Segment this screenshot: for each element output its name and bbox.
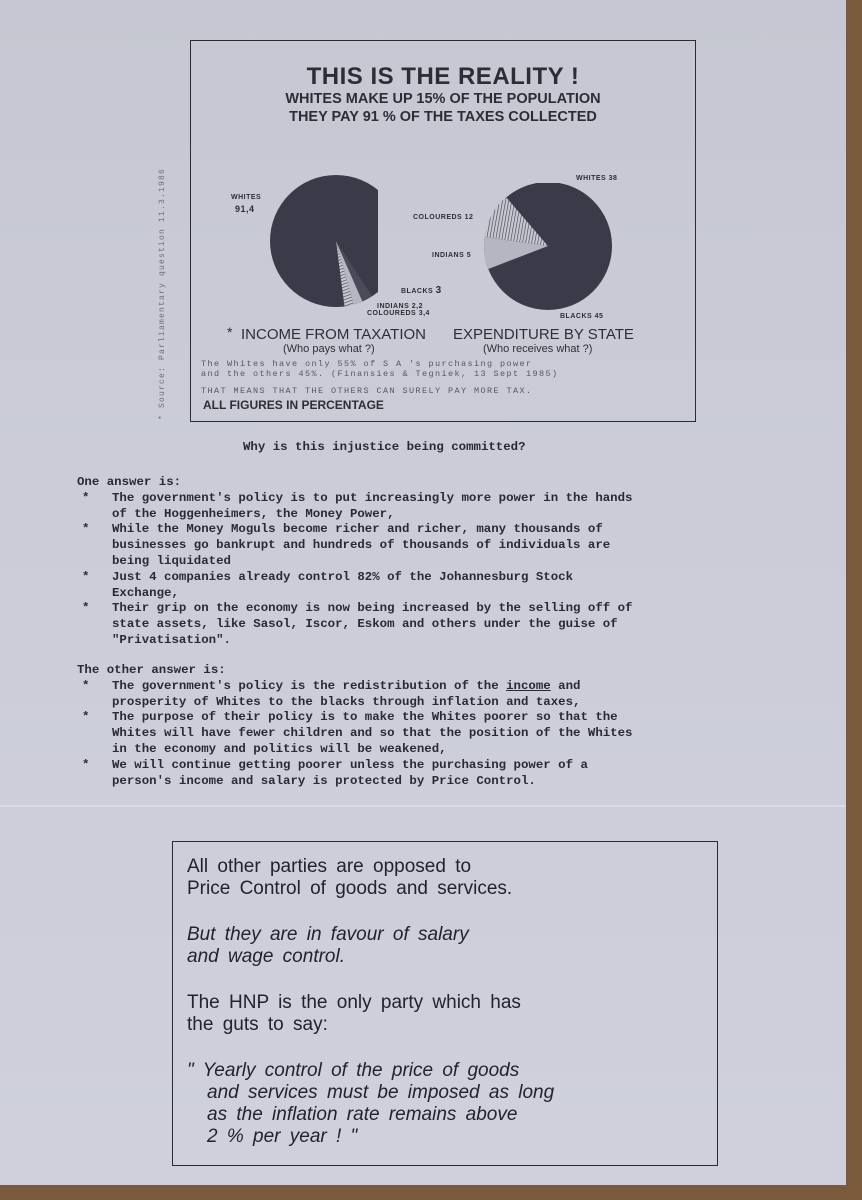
exp-whites-label: WHITES 38 — [576, 175, 618, 182]
salary-control-line-1: But they are in favour of salary — [187, 924, 469, 945]
tax-coloureds-label: COLOUREDS 3,4 — [367, 310, 430, 317]
infobox-subtitle-1: WHITES MAKE UP 15% OF THE POPULATION — [285, 91, 601, 107]
tax-subcaption: (Who pays what ?) — [283, 343, 375, 355]
purchasing-power-note-1: The Whites have only 55% of S A 's purchasing power — [201, 359, 533, 369]
source-note-vertical: * Source: Parliamentary question 11.3.1986 — [158, 167, 167, 420]
tax-caption: INCOME FROM TAXATION — [241, 326, 427, 343]
underlined-income: income — [506, 678, 551, 693]
list-item: * Their grip on the economy is now being increased by the selling off of state assets, like Sasol, Iscor, Eskom and others under the guise of "Privatisation". — [82, 601, 633, 647]
quote-line-4: 2 % per year ! " — [207, 1126, 358, 1147]
all-figures-note: ALL FIGURES IN PERCENTAGE — [203, 398, 384, 412]
exp-coloureds-label: COLOUREDS 12 — [413, 214, 474, 221]
list-item: * The purpose of their policy is to make the Whites poorer so that the Whites will have fewer children and so that the position of the Whites in the economy and politics will be weakened, — [82, 710, 633, 756]
quote-line-2: and services must be imposed as long — [207, 1082, 555, 1103]
bullet-asterisk: * — [82, 522, 90, 537]
exp-indians-label: INDIANS 5 — [432, 252, 472, 259]
state-expenditure-pie-chart — [481, 183, 616, 313]
hnp-line-2: the guts to say: — [187, 1014, 328, 1035]
parties-opposed-line-1: All other parties are opposed to — [187, 856, 472, 877]
quote-line-3: as the inflation rate remains above — [207, 1104, 518, 1125]
list-item: * We will continue getting poorer unless the purchasing power of a person's income and salary is protected by Price Control. — [82, 757, 588, 788]
parties-opposed-line-2: Price Control of goods and services. — [187, 878, 513, 899]
infobox-subtitle-2: THEY PAY 91 % OF THE TAXES COLLECTED — [289, 109, 597, 125]
one-answer-section — [77, 475, 797, 649]
tax-blacks-label: BLACKS 3 — [401, 285, 442, 296]
expenditure-caption: EXPENDITURE BY STATE — [453, 326, 634, 343]
purchasing-power-note-2: and the others 45%. (Finansies & Tegniek, 13 Sept 1985) — [201, 369, 559, 379]
footnote-asterisk: * — [227, 324, 233, 340]
bullet-asterisk: * — [82, 490, 90, 505]
others-pay-more-note: THAT MEANS THAT THE OTHERS CAN SURELY PAY MORE TAX. — [201, 386, 533, 396]
tax-whites-value: 91,4 — [235, 204, 255, 214]
paper-fold — [0, 805, 846, 807]
bullet-asterisk: * — [82, 710, 90, 725]
hnp-line-1: The HNP is the only party which has — [187, 992, 521, 1013]
other-answer-heading: The other answer is: — [77, 663, 226, 677]
question-heading: Why is this injustice being committed? — [243, 440, 526, 454]
one-answer-heading: One answer is: — [77, 475, 182, 489]
bullet-asterisk: * — [82, 678, 90, 693]
bullet-asterisk: * — [82, 569, 90, 584]
tax-indians-label: INDIANS 2,2 — [377, 303, 423, 310]
list-item: * Just 4 companies already control 82% of the Johannesburg Stock Exchange, — [82, 569, 574, 600]
price-control-box — [172, 841, 718, 1166]
exp-blacks-label: BLACKS 45 — [560, 313, 604, 320]
infobox-title: THIS IS THE REALITY ! — [306, 63, 580, 90]
quote-line-1: " Yearly control of the price of goods — [187, 1060, 520, 1081]
expenditure-subcaption: (Who receives what ?) — [483, 343, 593, 355]
bullet-asterisk: * — [82, 601, 90, 616]
list-item: * While the Money Moguls become richer and richer, many thousands of businesses go bankrupt and hundreds of thousands of individuals are being liquidated — [82, 522, 611, 568]
tax-whites-label: WHITES — [231, 194, 262, 201]
tax-income-pie-chart — [268, 174, 378, 309]
other-answer-section — [77, 663, 797, 789]
salary-control-line-2: and wage control. — [187, 946, 345, 967]
reality-infobox — [190, 40, 696, 422]
bullet-asterisk: * — [82, 757, 90, 772]
list-item: * The government's policy is the redistribution of the income and prosperity of Whites to the blacks through inflation and taxes, — [82, 678, 581, 709]
list-item: * The government's policy is to put increasingly more power in the hands of the Hoggenheimers, the Money Power, — [82, 490, 633, 521]
